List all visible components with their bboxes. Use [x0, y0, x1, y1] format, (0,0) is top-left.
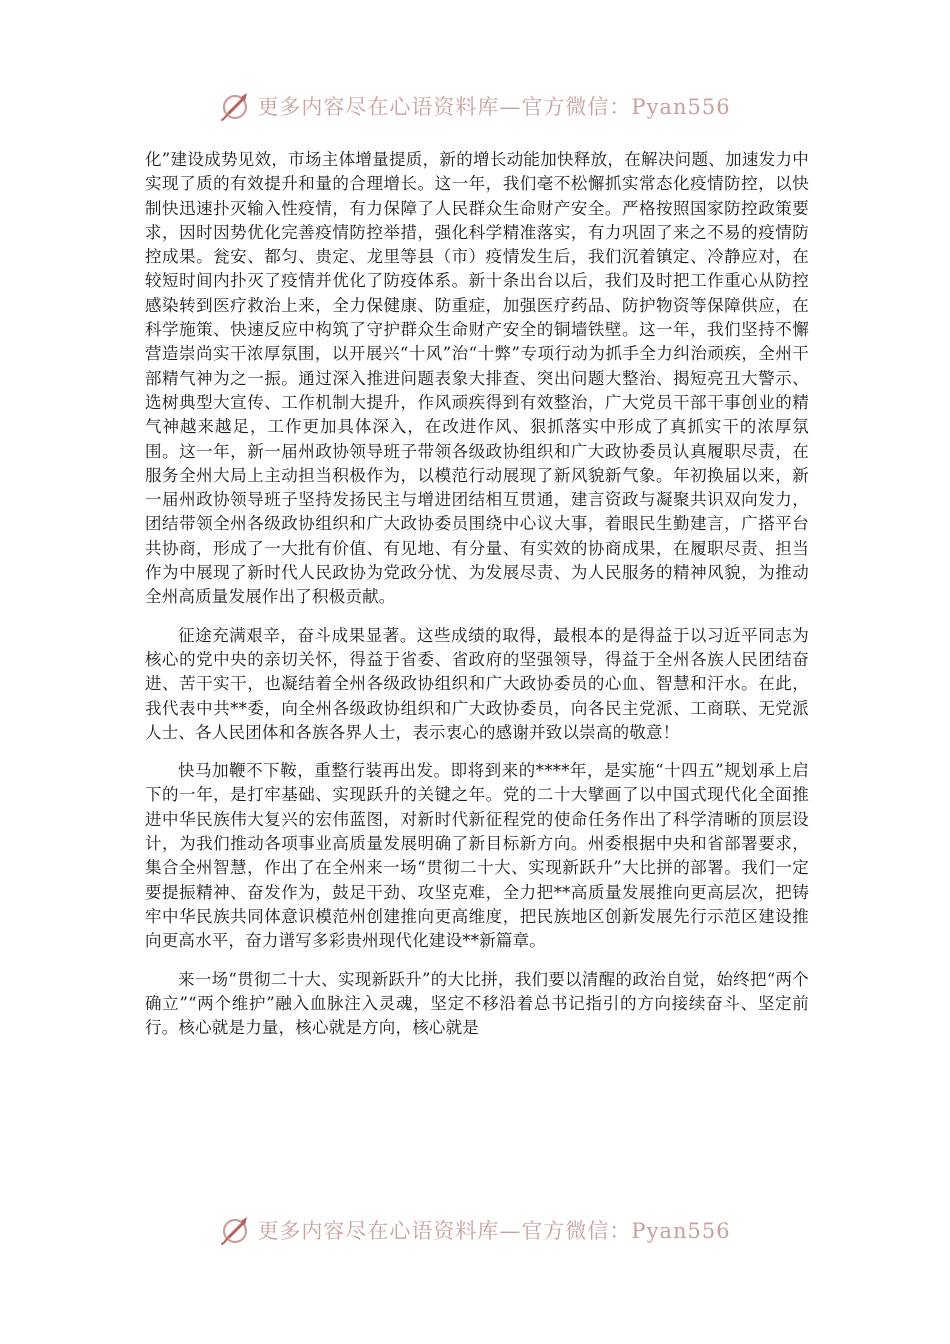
paragraph-2: 征途充满艰辛，奋斗成果显著。这些成绩的取得，最根本的是得益于以习近平同志为核心的党中央的亲切关怀，得益于省委、省政府的坚强领导，得益于全州各族人民团结奋进、苦干实干，也凝结着全州各级政协组织和广大政协委员的心血、智慧和汗水。在此，我代表中共**委，向全州各级政协组织和广大政协委员，向各民主党派、工商联、无党派人士、各人民团体和各族各界人士，表示衷心的感谢并致以崇高的敬意！	[145, 625, 809, 742]
document-body	[145, 148, 809, 1054]
footer-watermark-text: 更多内容尽在心语资料库—官方微信：Pyan556	[257, 1219, 731, 1243]
footer-watermark-banner	[0, 1210, 950, 1250]
paragraph-1: 化”建设成势见效，市场主体增量提质，新的增长动能加快释放，在解决问题、加速发力中实现了质的有效提升和量的合理增长。这一年，我们毫不松懈抓实常态化疫情防控，以快制快迅速扑灭输入性疫情，有力保障了人民群众生命财产安全。严格按照国家防控政策要求，因时因势优化完善疫情防控举措，强化科学精准落实，有力巩固了来之不易的疫情防控成果。瓮安、都匀、贵定、龙里等县（市）疫情发生后，我们沉着镇定、冷静应对，在较短时间内扑灭了疫情并优化了防疫体系。新十条出台以后，我们及时把工作重心从防控感染转到医疗救治上来，全力保健康、防重症，加强医疗药品、防护物资等保障供应，在科学施策、快速反应中构筑了守护群众生命财产安全的铜墙铁壁。这一年，我们坚持不懈营造崇尚实干浓厚氛围，以开展兴“十风”治“十弊”专项行动为抓手全力纠治顽疾，全州干部精气神为之一振。通过深入推进问题表象大排查、突出问题大整治、揭短亮丑大警示、选树典型大宣传、工作机制大提升，作风顽疾得到有效整治，广大党员干部干事创业的精气神越来越足，工作更加具体深入，在改进作风、狠抓落实中形成了真抓实干的浓厚氛围。这一年，新一届州政协领导班子带领各级政协组织和广大政协委员认真履职尽责，在服务全州大局上主动担当积极作为，以模范行动展现了新风貌新气象。年初换届以来，新一届州政协领导班子坚持发扬民主与增进团结相互贯通，建言资政与凝聚共识双向发力，团结带领全州各级政协组织和广大政协委员围绕中心议大事，着眼民生勤建言，广搭平台共协商，形成了一大批有价值、有见地、有分量、有实效的协商成果，在履职尽责、担当作为中展现了新时代人民政协为党政分忧、为发展尽责、为人民服务的精神风貌，为推动全州高质量发展作出了积极贡献。	[145, 150, 809, 607]
watermark-logo-icon	[219, 1213, 253, 1247]
header-watermark-banner	[0, 86, 950, 126]
header-watermark-text: 更多内容尽在心语资料库—官方微信：Pyan556	[257, 95, 731, 119]
paragraph-4: 来一场“贯彻二十大、实现新跃升”的大比拼，我们要以清醒的政治自觉，始终把“两个确立”“两个维护”融入血脉注入灵魂，坚定不移沿着总书记指引的方向接续奋斗、坚定前行。核心就是力量，核心就是方向，核心就是	[145, 969, 809, 1038]
watermark-logo-icon	[219, 89, 253, 123]
paragraph-3: 快马加鞭不下鞍，重整行装再出发。即将到来的****年，是实施“十四五”规划承上启下的一年，是打牢基础、实现跃升的关键之年。党的二十大擘画了以中国式现代化全面推进中华民族伟大复兴的宏伟蓝图，对新时代新征程党的使命任务作出了科学清晰的顶层设计，为我们推动各项事业高质量发展明确了新目标新方向。州委根据中央和省部署要求，集合全州智慧，作出了在全州来一场“贯彻二十大、实现新跃升”大比拼的部署。我们一定要提振精神、奋发作为，鼓足干劲、攻坚克难，全力把**高质量发展推向更高层次，把铸牢中华民族共同体意识模范州创建推向更高维度，把民族地区创新发展先行示范区建设推向更高水平，奋力谱写多彩贵州现代化建设**新篇章。	[145, 761, 809, 951]
